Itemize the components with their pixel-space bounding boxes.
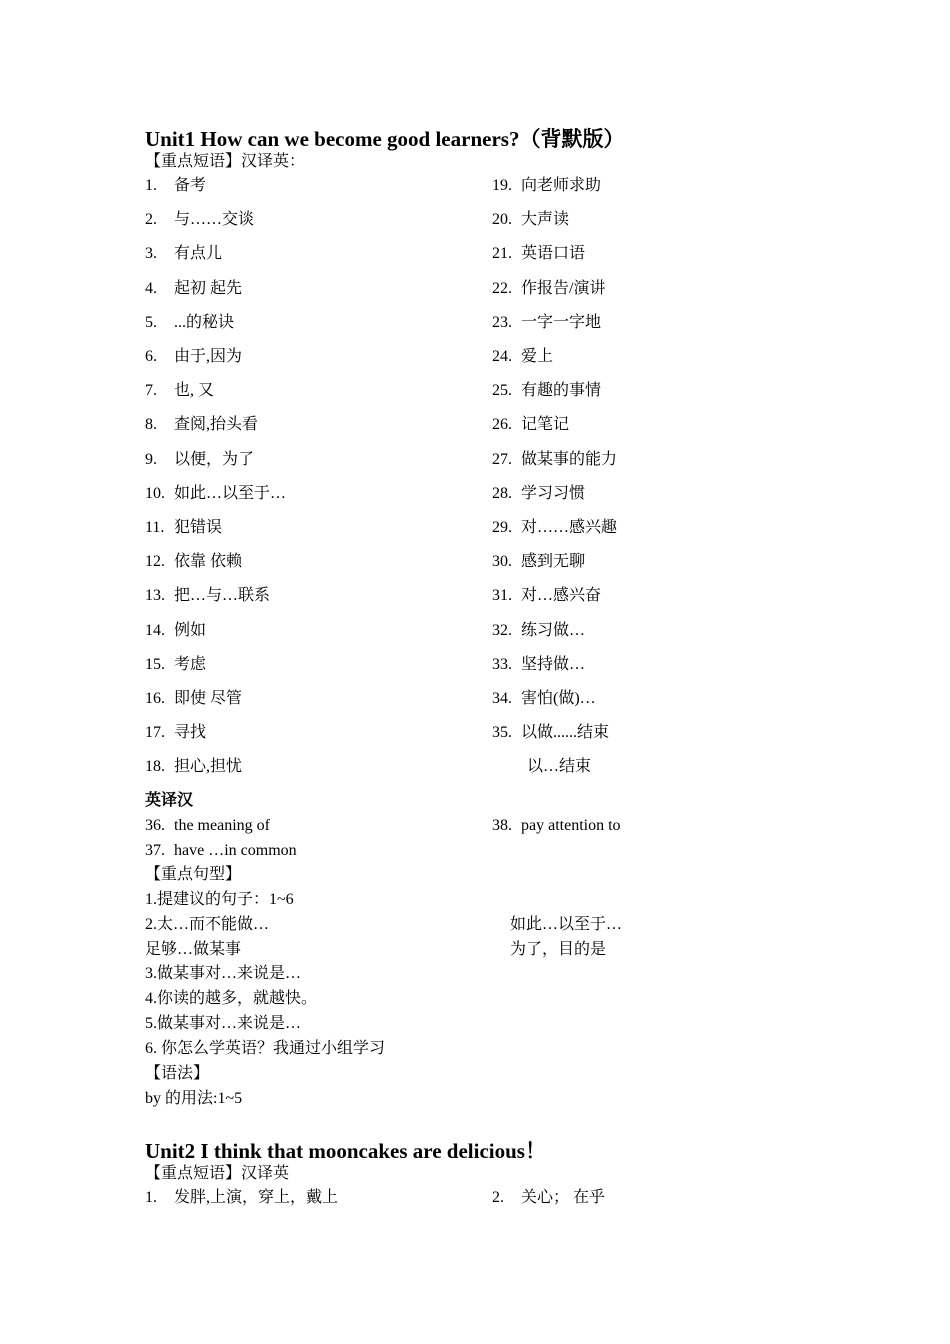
item-number: 2.	[492, 1189, 504, 1206]
item-text: 由于,因为	[174, 348, 243, 365]
item-text: 考虑	[174, 655, 207, 673]
list-item	[492, 244, 585, 264]
sentence-2-right: 如此…以至于…	[510, 916, 623, 933]
list-item	[492, 1188, 605, 1208]
item-text: 英语口语	[521, 245, 586, 263]
item-text: 以做......结束	[521, 724, 610, 742]
item-number: 34.	[492, 690, 512, 707]
item-number: 2.	[145, 211, 157, 229]
list-item	[145, 841, 297, 861]
item-number: 10.	[145, 484, 165, 502]
item-text: 作报告/演讲	[521, 279, 606, 297]
sentence-3: 3.做某事对…来说是…	[145, 965, 302, 982]
list-item	[492, 381, 601, 401]
item-text: 大声读	[521, 211, 570, 229]
item-number: 7.	[145, 382, 157, 400]
list-item	[145, 655, 206, 675]
item-text: 寻找	[174, 724, 207, 742]
list-item	[145, 484, 286, 504]
item-number: 17.	[145, 724, 165, 742]
list-item	[145, 757, 242, 777]
list-item	[145, 415, 258, 435]
item-text: 例如	[174, 621, 207, 639]
list-item	[145, 381, 214, 401]
unit2-phrases-heading: 【重点短语】汉译英	[145, 1165, 290, 1182]
list-item	[145, 313, 234, 333]
item-number: 35.	[492, 724, 512, 742]
item-text: 与……交谈	[174, 211, 255, 229]
list-item	[492, 415, 569, 435]
list-item	[492, 484, 585, 504]
list-item	[492, 689, 596, 709]
unit1-title: Unit1 How can we become good learners?（背默版）	[145, 127, 625, 151]
unit2-title: Unit2 I think that mooncakes are delicious！	[145, 1139, 546, 1163]
item-text: 坚持做…	[521, 655, 586, 673]
list-item	[492, 450, 617, 470]
item-text: 发胖,上演，穿上，戴上	[174, 1189, 339, 1206]
unit1-phrases-heading: 【重点短语】汉译英：	[145, 153, 306, 170]
list-item	[145, 552, 242, 572]
item-text: 把…与…联系	[174, 587, 271, 605]
item-number: 14.	[145, 621, 165, 639]
sentence-2b: 足够…做某事	[145, 941, 242, 958]
sentence-6: 6. 你怎么学英语？我通过小组学习	[145, 1040, 386, 1057]
item-text: 有趣的事情	[521, 382, 602, 400]
sentence-1: 1.提建议的句子：1~6	[145, 891, 294, 908]
item-text: the meaning of	[174, 817, 270, 834]
item-text: 做某事的能力	[521, 450, 618, 468]
item-number: 28.	[492, 484, 512, 502]
list-item	[145, 689, 242, 709]
list-item	[492, 621, 585, 641]
item-number: 11.	[145, 519, 165, 536]
item-text: 依靠 依赖	[174, 553, 243, 571]
list-item	[145, 279, 242, 299]
list-item	[145, 176, 206, 196]
item-number: 22.	[492, 279, 512, 297]
item-number: 26.	[492, 416, 512, 434]
item-number: 16.	[145, 690, 165, 707]
item-text: 犯错误	[174, 519, 223, 536]
item-number: 6.	[145, 348, 157, 365]
item-text: 查阅,抬头看	[174, 416, 259, 434]
sentence-2: 2.太…而不能做…	[145, 916, 270, 933]
list-item	[145, 450, 254, 470]
item-text: pay attention to	[521, 817, 621, 834]
list-item	[492, 552, 585, 572]
item-text: 记笔记	[521, 416, 570, 434]
item-number: 18.	[145, 758, 165, 776]
sentences-heading: 【重点句型】	[145, 866, 242, 883]
item-number: 13.	[145, 587, 165, 605]
list-item	[145, 347, 242, 367]
item-number: 23.	[492, 313, 512, 331]
item-text: 对……感兴趣	[521, 519, 618, 536]
item-text: 向老师求助	[521, 177, 602, 194]
item-number: 27.	[492, 450, 512, 468]
item-number: 9.	[145, 450, 157, 468]
grammar-text: by 的用法:1~5	[145, 1090, 243, 1107]
item-number: 25.	[492, 382, 512, 400]
item-text: 有点儿	[174, 245, 223, 263]
item-text: 害怕(做)…	[521, 690, 596, 707]
item-text: 对…感兴奋	[521, 587, 602, 605]
list-item	[145, 723, 206, 743]
item-number: 32.	[492, 621, 512, 639]
item-text: 爱上	[521, 348, 554, 365]
item-text: 感到无聊	[521, 553, 586, 571]
item-number: 19.	[492, 177, 512, 194]
item-text: 即使 尽管	[174, 690, 243, 707]
list-item	[492, 518, 617, 538]
list-item	[492, 655, 585, 675]
item-text: 起初 起先	[174, 279, 243, 297]
item-number: 5.	[145, 313, 157, 331]
item-number: 33.	[492, 655, 512, 673]
item-number: 31.	[492, 587, 512, 605]
list-item	[492, 816, 621, 836]
list-item	[492, 586, 601, 606]
item-number: 24.	[492, 348, 512, 365]
list-item	[145, 586, 270, 606]
item-text: 如此…以至于…	[174, 484, 287, 502]
list-item	[492, 313, 601, 333]
list-item	[492, 210, 569, 230]
list-item	[492, 279, 605, 299]
item-text: 担心,担忧	[174, 758, 243, 776]
item-number: 4.	[145, 279, 157, 297]
list-item	[145, 1188, 338, 1208]
grammar-heading: 【语法】	[145, 1065, 210, 1082]
item-number: 1.	[145, 1189, 157, 1206]
item-number: 20.	[492, 211, 512, 229]
item-number: 36.	[145, 817, 165, 834]
sentence-4: 4.你读的越多，就越快。	[145, 990, 318, 1007]
item-text: 以便，为了	[174, 450, 255, 468]
item-text: 也, 又	[174, 382, 215, 400]
list-item	[145, 621, 206, 641]
item-number: 12.	[145, 553, 165, 571]
list-item	[145, 816, 270, 836]
item-number: 3.	[145, 245, 157, 263]
item-number: 30.	[492, 553, 512, 571]
item-number: 37.	[145, 842, 165, 859]
list-item	[145, 210, 254, 230]
en2cn-heading: 英译汉	[145, 792, 194, 809]
list-item	[145, 244, 222, 264]
item-number: 1.	[145, 177, 157, 194]
sentence-5: 5.做某事对…来说是…	[145, 1015, 302, 1032]
item-text: 练习做…	[521, 621, 586, 639]
list-item	[492, 176, 601, 196]
list-item	[145, 518, 222, 538]
item-number: 8.	[145, 416, 157, 434]
item-text: 关心； 在乎	[521, 1189, 606, 1206]
list-item	[492, 347, 553, 367]
item-text: ...的秘诀	[174, 313, 235, 331]
item-text: have …in common	[174, 842, 297, 859]
sentence-2b-right: 为了，目的是	[510, 941, 607, 958]
item-number: 21.	[492, 245, 512, 263]
item-text: 学习习惯	[521, 484, 586, 502]
item-number: 29.	[492, 519, 512, 536]
item-number: 38.	[492, 817, 512, 834]
list-item	[492, 723, 609, 743]
item-number: 15.	[145, 655, 165, 673]
item-text: 一字一字地	[521, 313, 602, 331]
item-text: 备考	[174, 177, 207, 194]
item35-extra: 以…结束	[527, 758, 592, 775]
